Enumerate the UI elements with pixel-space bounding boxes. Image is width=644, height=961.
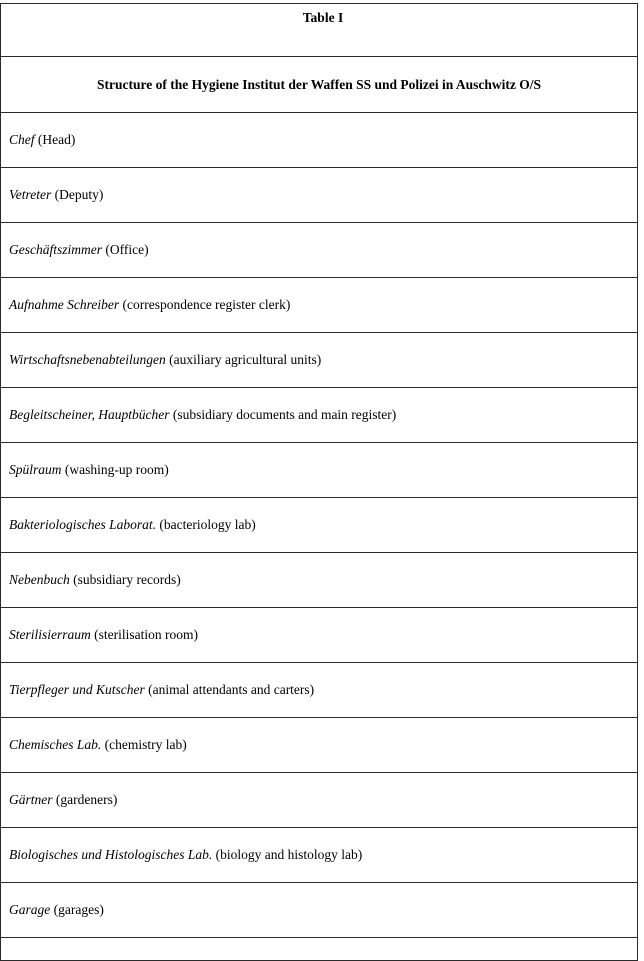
structure-table <box>0 3 638 961</box>
german-term: Bakteriologisches Laborat. <box>9 517 156 532</box>
german-term: Wirtschaftsnebenabteilungen <box>9 352 166 367</box>
english-translation: (sterilisation room) <box>90 627 198 642</box>
german-term: Spülraum <box>9 462 62 477</box>
table-cell <box>1 333 638 388</box>
german-term: Gärtner <box>9 792 53 807</box>
table-cell <box>1 443 638 498</box>
table-cell <box>1 223 638 278</box>
table-cell <box>1 718 638 773</box>
table-cell <box>1 553 638 608</box>
german-term: Nebenbuch <box>9 572 70 587</box>
table-cell <box>1 883 638 938</box>
table-row <box>1 828 638 883</box>
table-row <box>1 553 638 608</box>
english-translation: (auxiliary agricultural units) <box>165 352 322 367</box>
empty-cell <box>1 938 638 961</box>
german-term: Garage <box>9 902 51 917</box>
table-row <box>1 113 638 168</box>
table-row <box>1 663 638 718</box>
english-translation: (Head) <box>34 132 76 147</box>
table-cell <box>1 608 638 663</box>
german-term: Chemisches Lab. <box>9 737 102 752</box>
english-translation: (biology and histology lab) <box>212 847 363 862</box>
german-term: Begleitscheiner, Hauptbücher <box>9 407 170 422</box>
english-translation: (animal attendants and carters) <box>144 682 315 697</box>
table-row <box>1 278 638 333</box>
table-cell <box>1 168 638 223</box>
table-row-continuation <box>1 938 638 961</box>
english-translation: (washing-up room) <box>61 462 169 477</box>
heading-row <box>1 57 638 113</box>
table-cell <box>1 278 638 333</box>
table-cell <box>1 828 638 883</box>
table-cell <box>1 498 638 553</box>
german-term: Biologisches und Histologisches Lab. <box>9 847 213 862</box>
english-translation: (Deputy) <box>51 187 104 202</box>
table-row <box>1 498 638 553</box>
english-translation: (gardeners) <box>52 792 118 807</box>
table-row <box>1 443 638 498</box>
table-row <box>1 388 638 443</box>
table-row <box>1 718 638 773</box>
table-row <box>1 773 638 828</box>
german-term: Sterilisierraum <box>9 627 91 642</box>
german-term: Aufnahme Schreiber <box>9 297 120 312</box>
english-translation: (chemistry lab) <box>101 737 187 752</box>
table-cell <box>1 113 638 168</box>
table-row <box>1 168 638 223</box>
german-term: Vetreter <box>9 187 52 202</box>
title-row <box>1 4 638 57</box>
table-cell <box>1 773 638 828</box>
table-heading: Structure of the Hygiene Institut der Waffen SS und Polizei in Auschwitz O/S <box>1 57 638 113</box>
table-cell <box>1 663 638 718</box>
english-translation: (garages) <box>50 902 104 917</box>
english-translation: (bacteriology lab) <box>156 517 256 532</box>
german-term: Geschäftszimmer <box>9 242 102 257</box>
table-row <box>1 608 638 663</box>
english-translation: (Office) <box>102 242 149 257</box>
table-row <box>1 333 638 388</box>
table-title: Table I <box>1 4 638 57</box>
table-row <box>1 223 638 278</box>
german-term: Chef <box>9 132 35 147</box>
english-translation: (subsidiary documents and main register) <box>169 407 397 422</box>
table-cell <box>1 388 638 443</box>
table-row <box>1 883 638 938</box>
english-translation: (correspondence register clerk) <box>119 297 291 312</box>
german-term: Tierpfleger und Kutscher <box>9 682 145 697</box>
english-translation: (subsidiary records) <box>69 572 181 587</box>
